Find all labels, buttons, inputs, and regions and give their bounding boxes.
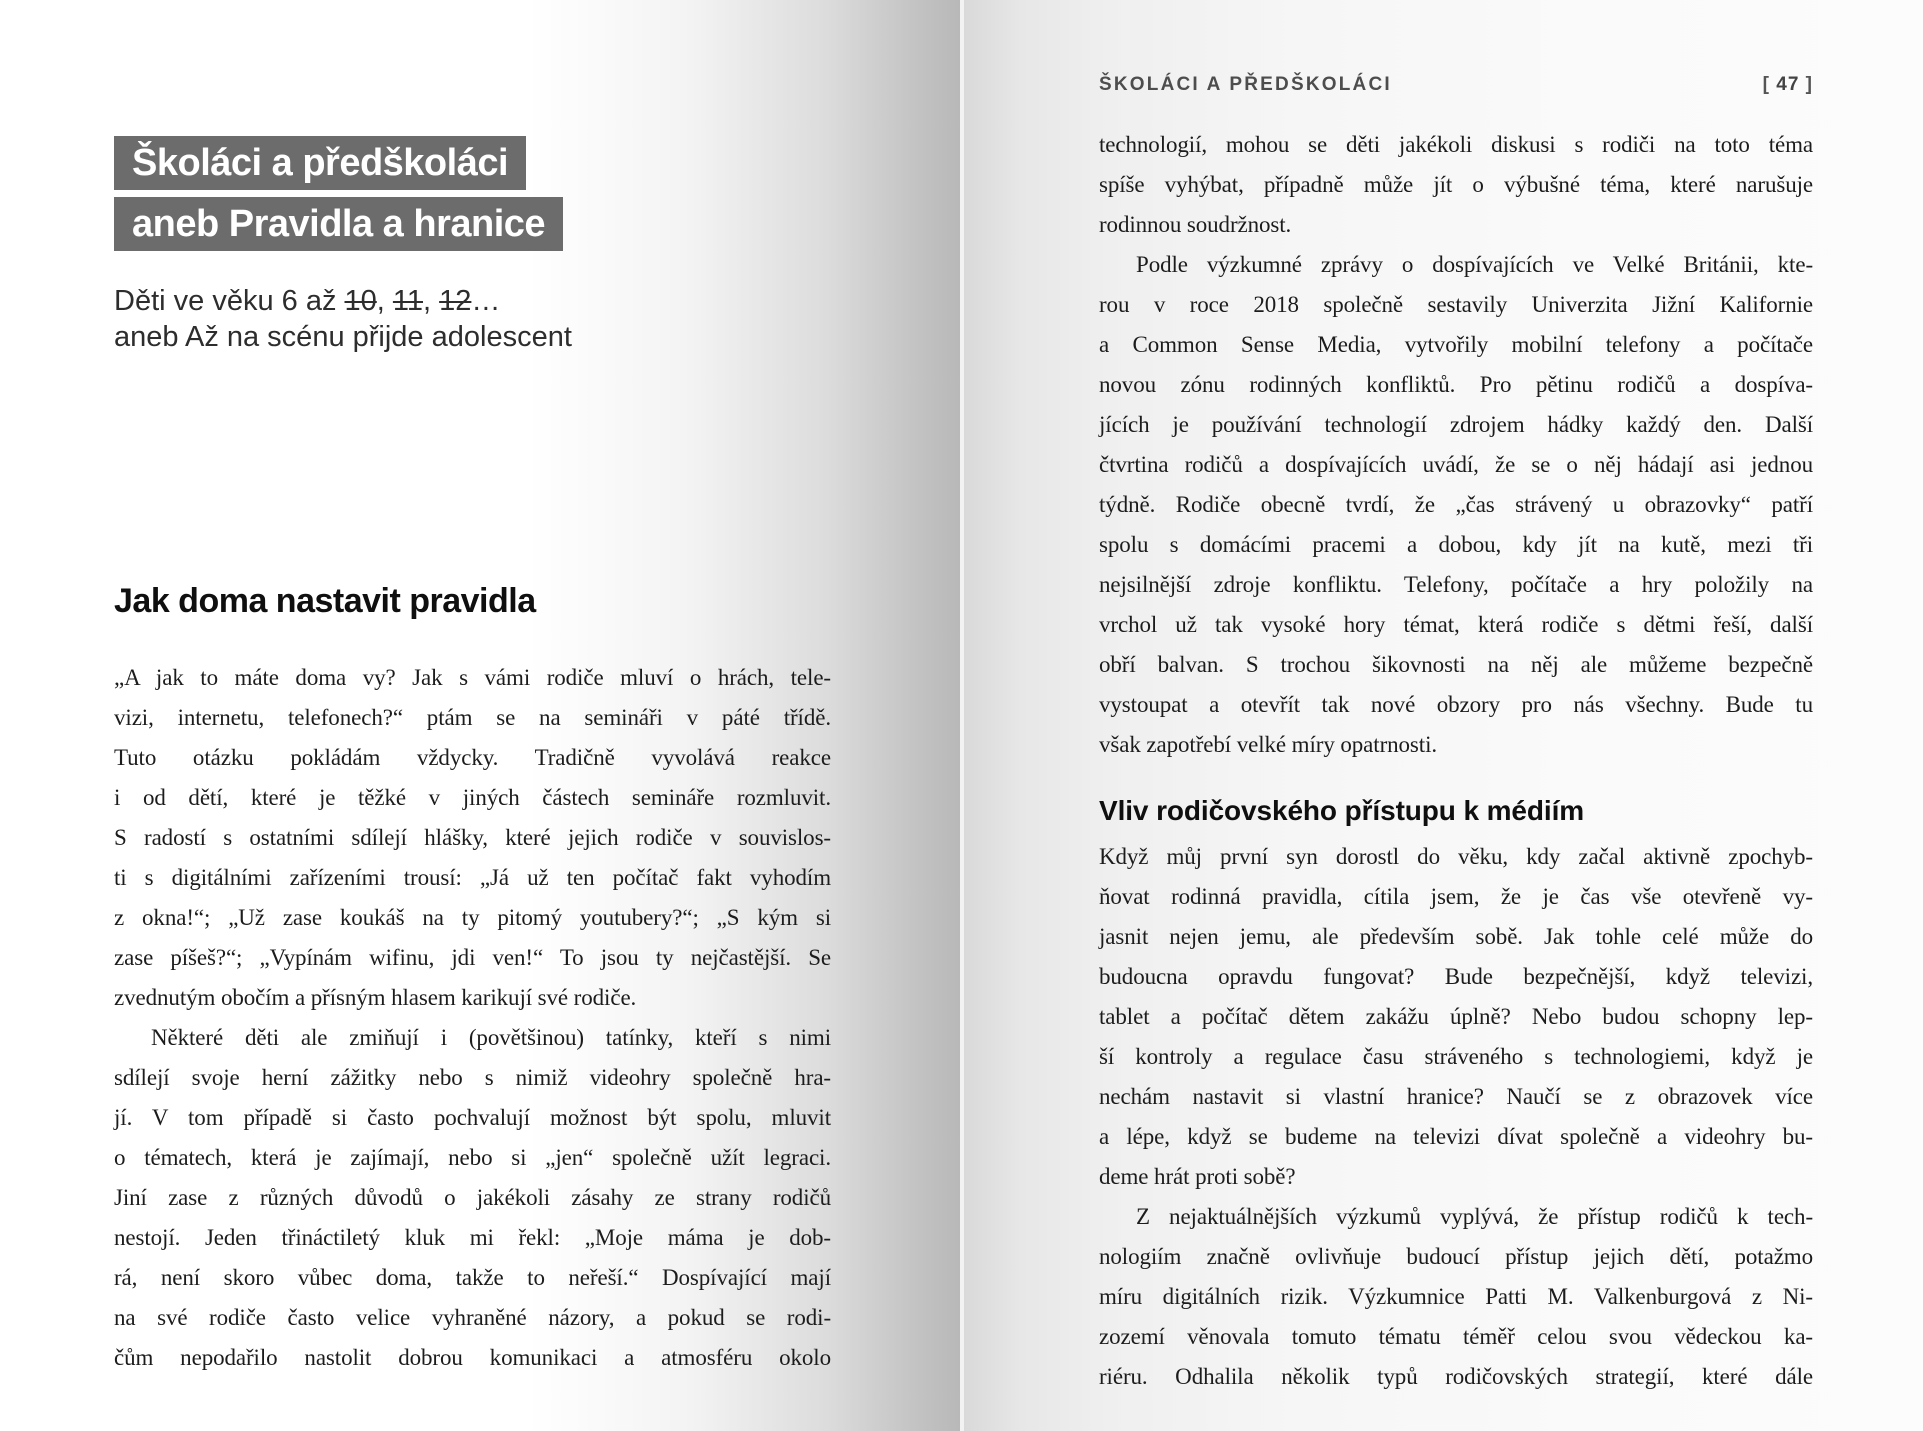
running-header-title: ŠKOLÁCI A PŘEDŠKOLÁCI — [1099, 74, 1392, 95]
subtitle-line-1 — [114, 283, 572, 319]
subtitle-prefix: Děti ve věku 6 až — [114, 285, 345, 317]
text-line: Jiní zase z různých důvodů o jakékoli zásahy ze strany rodičů — [114, 1185, 831, 1210]
running-header — [1099, 74, 1813, 96]
text-line: zozemí věnovala tomuto tématu téměř celou svou vědeckou ka- — [1099, 1324, 1813, 1349]
subtitle-separator: , — [423, 285, 440, 317]
text-line: týdně. Rodiče obecně tvrdí, že „čas strávený u obrazovky“ patří — [1099, 492, 1813, 517]
subtitle-ellipsis: … — [471, 285, 501, 317]
text-line: vrchol už tak vysoké hory témat, která rodiče s dětmi řeší, další — [1099, 612, 1813, 637]
text-line: míru digitálních rizik. Výzkumnice Patti M. Valkenburgová z Ni- — [1099, 1284, 1813, 1309]
text-line: a Common Sense Media, vytvořily mobilní telefony a počítače — [1099, 332, 1813, 357]
left-body-column — [114, 658, 831, 1378]
text-line: technologií, mohou se děti jakékoli diskusi s rodiči na toto téma — [1099, 132, 1813, 157]
chapter-subtitle — [114, 283, 572, 355]
text-line: nestojí. Jeden třináctiletý kluk mi řekl: „Moje máma je dob- — [114, 1225, 831, 1250]
text-line: ňovat rodinná pravidla, cítila jsem, že je čas vše otevřeně vy- — [1099, 884, 1813, 909]
subtitle-separator: , — [376, 285, 393, 317]
paragraph — [1099, 837, 1813, 1197]
right-body-top — [1099, 125, 1813, 765]
text-line: vystoupat a otevřít tak nové obzory pro nás všechny. Bude tu — [1099, 692, 1813, 717]
paragraph — [1099, 125, 1813, 245]
struck-number: 12 — [439, 285, 472, 317]
text-line: S radostí s ostatními sdílejí hlášky, které jejich rodiče v souvislos- — [114, 825, 831, 850]
right-body-column — [1099, 125, 1813, 1397]
text-line: tablet a počítač dětem zakážu úplně? Nebo budou schopny lep- — [1099, 1004, 1813, 1029]
text-line: čtvrtina rodičů a dospívajících uvádí, že se o něj hádají asi jednou — [1099, 452, 1813, 477]
text-line: spolu s domácími pracemi a dobou, kdy jít na kutě, mezi tři — [1099, 532, 1813, 557]
text-line: jasnit nejen jemu, ale především sobě. Jak tohle celé může do — [1099, 924, 1813, 949]
text-line: jí. V tom případě si často pochvalují možnost být spolu, mluvit — [114, 1105, 831, 1130]
text-line: Tuto otázku pokládám vždycky. Tradičně vyvolává reakce — [114, 745, 831, 770]
section-heading: Jak doma nastavit pravidla — [114, 582, 536, 620]
text-line: nologiím značně ovlivňuje budoucí přístup jejich dětí, potažmo — [1099, 1244, 1813, 1269]
text-line: sdílejí svoje herní zážitky nebo s nimiž videohry společně hra- — [114, 1065, 831, 1090]
text-line: o tématech, která je zajímají, nebo si „jen“ společně užít legraci. — [114, 1145, 831, 1170]
text-line: „A jak to máte doma vy? Jak s vámi rodiče mluví o hrách, tele- — [114, 665, 831, 690]
text-line: novou zónu rodinných konfliktů. Pro pětinu rodičů a dospíva- — [1099, 372, 1813, 397]
text-line: na své rodiče často velice vyhraněné názory, a pokud se rodi- — [114, 1305, 831, 1330]
page-number — [1763, 74, 1813, 96]
text-line: vizi, internetu, telefonech?“ ptám se na semináři v páté třídě. — [114, 705, 831, 730]
text-line: rá, není skoro vůbec doma, takže to neřeší.“ Dospívající mají — [114, 1265, 831, 1290]
page-number-close-bracket: ] — [1799, 74, 1813, 95]
paragraph — [114, 1018, 831, 1378]
chapter-title-line-2: aneb Pravidla a hranice — [114, 197, 563, 251]
chapter-title-line-1: Školáci a předškoláci — [114, 136, 526, 190]
text-line: jících je používání technologií zdrojem hádky každý den. Další — [1099, 412, 1813, 437]
text-line: nechám nastavit si vlastní hranice? Naučí se z obrazovek více — [1099, 1084, 1813, 1109]
text-line: ti s digitálními zařízeními trousí: „Já už ten počítač fakt vyhodím — [114, 865, 831, 890]
text-line: rodinnou soudržnost. — [1099, 212, 1292, 237]
text-line: Když můj první syn dorostl do věku, kdy začal aktivně zpochyb- — [1099, 844, 1813, 869]
text-line: obří balvan. S trochou šikovnosti na něj ale můžeme bezpečně — [1099, 652, 1813, 677]
struck-number: 11 — [392, 285, 423, 317]
text-line: riéru. Odhalila několik typů rodičovských strategií, které dále — [1099, 1364, 1813, 1389]
text-line: však zapotřebí velké míry opatrnosti. — [1099, 732, 1438, 757]
text-line: Z nejaktuálnějších výzkumů vyplývá, že přístup rodičů k tech- — [1136, 1204, 1813, 1229]
text-line: zase píšeš?“; „Vypínám wifinu, jdi ven!“ To jsou ty nejčastější. Se — [114, 945, 831, 970]
paragraph — [114, 658, 831, 1018]
section-subheading: Vliv rodičovského přístupu k médiím — [1099, 795, 1585, 826]
text-line: budoucna opravdu fungovat? Bude bezpečnější, když televizi, — [1099, 964, 1813, 989]
text-line: ší kontroly a regulace času stráveného s technologiemi, když je — [1099, 1044, 1813, 1069]
paragraph — [1099, 1197, 1813, 1397]
text-line: z okna!“; „Už zase koukáš na ty pitomý youtubery?“; „S kým si — [114, 905, 831, 930]
text-line: deme hrát proti sobě? — [1099, 1164, 1296, 1189]
text-line: nejsilnější zdroje konfliktu. Telefony, počítače a hry položily na — [1099, 572, 1813, 597]
right-page — [964, 0, 1923, 1431]
text-line: i od dětí, které je těžké v jiných částech semináře rozmluvit. — [114, 785, 831, 810]
text-line: Podle výzkumné zprávy o dospívajících ve Velké Británii, kte- — [1136, 252, 1813, 277]
page-number-open-bracket: [ — [1762, 74, 1777, 95]
text-line: zvednutým obočím a přísným hlasem karikují své rodiče. — [114, 985, 637, 1010]
left-page — [0, 0, 961, 1431]
right-body-bottom — [1099, 837, 1813, 1397]
paragraph — [1099, 245, 1813, 765]
text-line: a lépe, když se budeme na televizi dívat společně a videohry bu- — [1099, 1124, 1813, 1149]
subtitle-line-2: aneb Až na scénu přijde adolescent — [114, 321, 572, 353]
text-line: Některé děti ale zmiňují i (povětšinou) tatínky, kteří s nimi — [151, 1025, 831, 1050]
struck-number: 10 — [344, 285, 377, 317]
text-line: čům nepodařilo nastolit dobrou komunikaci a atmosféru okolo — [114, 1345, 831, 1370]
page-number-value: 47 — [1776, 74, 1800, 95]
text-line: rou v roce 2018 společně sestavily Univerzita Jižní Kalifornie — [1099, 292, 1813, 317]
text-line: spíše vyhýbat, případně může jít o výbušné téma, které narušuje — [1099, 172, 1813, 197]
